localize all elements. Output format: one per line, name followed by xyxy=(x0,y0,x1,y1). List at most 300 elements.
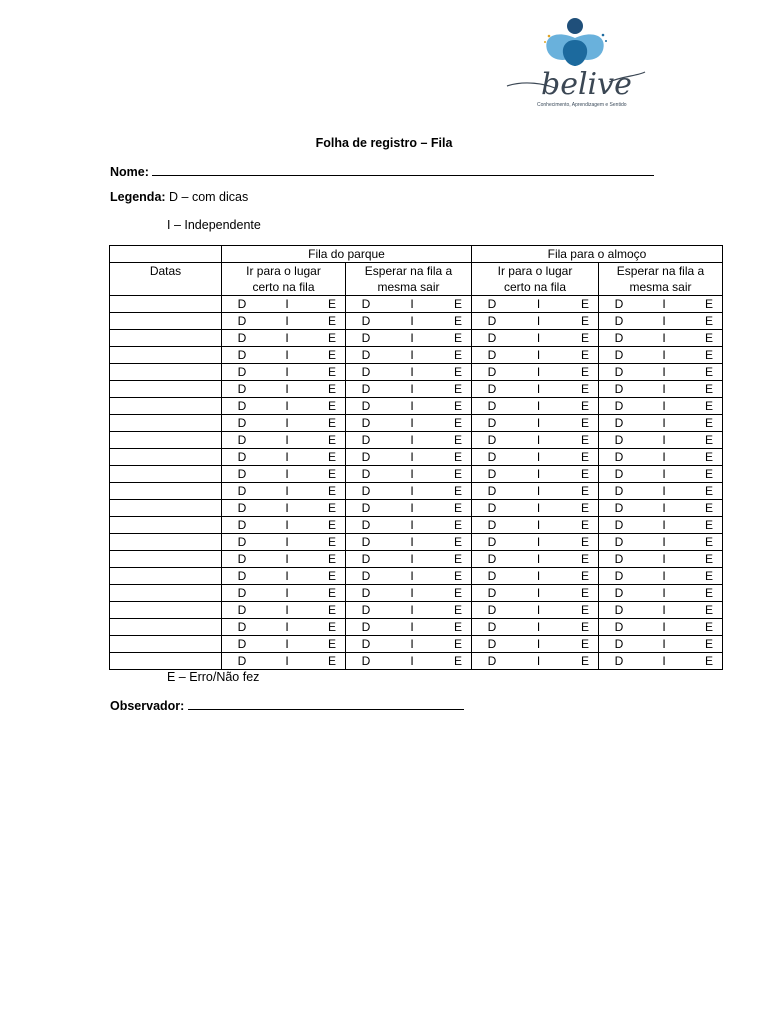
option-i[interactable]: I xyxy=(662,348,666,362)
option-i[interactable]: I xyxy=(536,416,541,430)
option-i[interactable]: I xyxy=(410,552,414,566)
option-i[interactable]: I xyxy=(536,433,541,447)
option-d[interactable]: D xyxy=(614,586,624,600)
option-d[interactable]: D xyxy=(614,314,624,328)
date-cell[interactable] xyxy=(110,330,222,347)
option-e[interactable]: E xyxy=(327,450,336,464)
option-d[interactable]: D xyxy=(614,637,624,651)
option-i[interactable]: I xyxy=(662,450,666,464)
option-i[interactable]: I xyxy=(285,484,289,498)
option-d[interactable]: D xyxy=(237,603,247,617)
date-cell[interactable] xyxy=(110,568,222,585)
option-e[interactable]: E xyxy=(704,348,713,362)
option-i[interactable]: I xyxy=(662,382,666,396)
option-e[interactable]: E xyxy=(704,484,713,498)
option-i[interactable]: I xyxy=(410,433,414,447)
option-i[interactable]: I xyxy=(536,552,541,566)
date-cell[interactable] xyxy=(110,517,222,534)
option-i[interactable]: I xyxy=(410,603,414,617)
option-d[interactable]: D xyxy=(237,433,247,447)
option-i[interactable]: I xyxy=(536,365,541,379)
option-i[interactable]: I xyxy=(536,586,541,600)
option-i[interactable]: I xyxy=(536,654,541,668)
option-i[interactable]: I xyxy=(410,484,414,498)
option-e[interactable]: E xyxy=(580,348,589,362)
option-e[interactable]: E xyxy=(704,637,713,651)
date-cell[interactable] xyxy=(110,347,222,364)
option-i[interactable]: I xyxy=(536,535,541,549)
option-d[interactable]: D xyxy=(237,416,247,430)
response-cell xyxy=(222,653,346,670)
option-e[interactable]: E xyxy=(453,382,462,396)
option-e[interactable]: E xyxy=(453,569,462,583)
option-d[interactable]: D xyxy=(614,501,624,515)
option-e[interactable]: E xyxy=(580,399,589,413)
option-i[interactable]: I xyxy=(410,297,414,311)
option-i[interactable]: I xyxy=(662,314,666,328)
date-cell[interactable] xyxy=(110,483,222,500)
option-e[interactable]: E xyxy=(704,518,713,532)
option-e[interactable]: E xyxy=(453,552,462,566)
option-e[interactable]: E xyxy=(327,620,336,634)
option-d[interactable]: D xyxy=(361,297,371,311)
option-d[interactable]: D xyxy=(487,331,497,345)
option-e[interactable]: E xyxy=(704,416,713,430)
option-d[interactable]: D xyxy=(361,399,371,413)
option-i[interactable]: I xyxy=(285,552,289,566)
option-i[interactable]: I xyxy=(285,416,289,430)
option-e[interactable]: E xyxy=(453,654,462,668)
option-i[interactable]: I xyxy=(536,603,541,617)
option-d[interactable]: D xyxy=(614,331,624,345)
option-d[interactable]: D xyxy=(361,382,371,396)
response-cell xyxy=(222,483,346,500)
option-d[interactable]: D xyxy=(487,399,497,413)
option-d[interactable]: D xyxy=(361,552,371,566)
date-cell[interactable] xyxy=(110,619,222,636)
response-cell xyxy=(346,347,472,364)
option-i[interactable]: I xyxy=(285,467,289,481)
option-d[interactable]: D xyxy=(237,501,247,515)
option-i[interactable]: I xyxy=(410,637,414,651)
option-i[interactable]: I xyxy=(285,399,289,413)
option-i[interactable]: I xyxy=(285,535,289,549)
option-e[interactable]: E xyxy=(453,637,462,651)
option-i[interactable]: I xyxy=(410,416,414,430)
nome-line[interactable] xyxy=(152,163,654,176)
option-d[interactable]: D xyxy=(614,450,624,464)
option-i[interactable]: I xyxy=(536,314,541,328)
option-e[interactable]: E xyxy=(580,331,589,345)
option-i[interactable]: I xyxy=(536,382,541,396)
option-e[interactable]: E xyxy=(327,484,336,498)
option-i[interactable]: I xyxy=(285,365,289,379)
option-d[interactable]: D xyxy=(237,552,247,566)
option-i[interactable]: I xyxy=(662,552,666,566)
option-e[interactable]: E xyxy=(704,535,713,549)
date-cell[interactable] xyxy=(110,500,222,517)
option-d[interactable]: D xyxy=(487,586,497,600)
option-e[interactable]: E xyxy=(704,433,713,447)
option-i[interactable]: I xyxy=(410,535,414,549)
option-d[interactable]: D xyxy=(487,297,497,311)
option-d[interactable]: D xyxy=(487,433,497,447)
option-i[interactable]: I xyxy=(662,518,666,532)
option-i[interactable]: I xyxy=(285,569,289,583)
option-d[interactable]: D xyxy=(614,416,624,430)
option-e[interactable]: E xyxy=(580,314,589,328)
option-d[interactable]: D xyxy=(361,518,371,532)
option-d[interactable]: D xyxy=(614,399,624,413)
option-d[interactable]: D xyxy=(614,620,624,634)
option-e[interactable]: E xyxy=(327,348,336,362)
option-i[interactable]: I xyxy=(536,450,541,464)
option-e[interactable]: E xyxy=(453,501,462,515)
option-i[interactable]: I xyxy=(662,620,666,634)
option-e[interactable]: E xyxy=(704,467,713,481)
option-e[interactable]: E xyxy=(704,586,713,600)
option-d[interactable]: D xyxy=(487,450,497,464)
option-i[interactable]: I xyxy=(536,399,541,413)
option-d[interactable]: D xyxy=(361,348,371,362)
option-e[interactable]: E xyxy=(580,433,589,447)
option-i[interactable]: I xyxy=(536,620,541,634)
option-e[interactable]: E xyxy=(580,535,589,549)
date-cell[interactable] xyxy=(110,602,222,619)
option-e[interactable]: E xyxy=(327,382,336,396)
option-i[interactable]: I xyxy=(662,535,666,549)
option-i[interactable]: I xyxy=(662,501,666,515)
option-i[interactable]: I xyxy=(410,569,414,583)
option-i[interactable]: I xyxy=(536,518,541,532)
option-i[interactable]: I xyxy=(410,365,414,379)
option-d[interactable]: D xyxy=(487,569,497,583)
option-d[interactable]: D xyxy=(614,569,624,583)
option-i[interactable]: I xyxy=(285,348,289,362)
option-i[interactable]: I xyxy=(285,654,289,668)
date-cell[interactable] xyxy=(110,551,222,568)
option-i[interactable]: I xyxy=(536,484,541,498)
option-i[interactable]: I xyxy=(410,586,414,600)
option-i[interactable]: I xyxy=(662,297,666,311)
option-e[interactable]: E xyxy=(327,603,336,617)
option-i[interactable]: I xyxy=(662,399,666,413)
option-d[interactable]: D xyxy=(614,654,624,668)
option-e[interactable]: E xyxy=(453,586,462,600)
option-i[interactable]: I xyxy=(536,348,541,362)
response-cell xyxy=(472,619,599,636)
option-d[interactable]: D xyxy=(487,484,497,498)
option-d[interactable]: D xyxy=(237,620,247,634)
option-i[interactable]: I xyxy=(285,603,289,617)
option-d[interactable]: D xyxy=(361,365,371,379)
option-i[interactable]: I xyxy=(285,586,289,600)
option-d[interactable]: D xyxy=(614,603,624,617)
option-e[interactable]: E xyxy=(327,433,336,447)
option-i[interactable]: I xyxy=(410,348,414,362)
option-d[interactable]: D xyxy=(614,552,624,566)
option-i[interactable]: I xyxy=(536,297,541,311)
option-d[interactable]: D xyxy=(614,467,624,481)
option-d[interactable]: D xyxy=(487,416,497,430)
option-e[interactable]: E xyxy=(580,654,589,668)
option-i[interactable]: I xyxy=(285,518,289,532)
option-e[interactable]: E xyxy=(327,586,336,600)
table-row xyxy=(110,398,723,415)
option-e[interactable]: E xyxy=(704,501,713,515)
option-i[interactable]: I xyxy=(662,365,666,379)
date-cell[interactable] xyxy=(110,534,222,551)
option-d[interactable]: D xyxy=(361,637,371,651)
date-cell[interactable] xyxy=(110,585,222,602)
option-d[interactable]: D xyxy=(237,297,247,311)
option-d[interactable]: D xyxy=(361,433,371,447)
option-i[interactable]: I xyxy=(662,467,666,481)
response-cell xyxy=(222,466,346,483)
option-d[interactable]: D xyxy=(237,331,247,345)
option-e[interactable]: E xyxy=(704,603,713,617)
option-e[interactable]: E xyxy=(580,484,589,498)
option-e[interactable]: E xyxy=(327,331,336,345)
option-i[interactable]: I xyxy=(410,399,414,413)
option-d[interactable]: D xyxy=(361,535,371,549)
option-d[interactable]: D xyxy=(361,314,371,328)
option-e[interactable]: E xyxy=(453,518,462,532)
option-d[interactable]: D xyxy=(487,637,497,651)
option-d[interactable]: D xyxy=(361,654,371,668)
option-i[interactable]: I xyxy=(285,433,289,447)
option-e[interactable]: E xyxy=(327,552,336,566)
option-d[interactable]: D xyxy=(361,501,371,515)
option-e[interactable]: E xyxy=(580,416,589,430)
option-i[interactable]: I xyxy=(662,484,666,498)
option-i[interactable]: I xyxy=(410,467,414,481)
option-i[interactable]: I xyxy=(410,450,414,464)
option-i[interactable]: I xyxy=(410,382,414,396)
option-d[interactable]: D xyxy=(237,399,247,413)
date-cell[interactable] xyxy=(110,381,222,398)
option-i[interactable]: I xyxy=(662,331,666,345)
option-e[interactable]: E xyxy=(327,654,336,668)
option-e[interactable]: E xyxy=(453,484,462,498)
option-d[interactable]: D xyxy=(487,382,497,396)
option-e[interactable]: E xyxy=(580,518,589,532)
option-d[interactable]: D xyxy=(487,552,497,566)
option-d[interactable]: D xyxy=(237,535,247,549)
option-d[interactable]: D xyxy=(487,467,497,481)
option-i[interactable]: I xyxy=(662,654,666,668)
option-e[interactable]: E xyxy=(580,501,589,515)
date-cell[interactable] xyxy=(110,415,222,432)
option-d[interactable]: D xyxy=(237,569,247,583)
option-d[interactable]: D xyxy=(361,620,371,634)
option-i[interactable]: I xyxy=(285,297,289,311)
option-i[interactable]: I xyxy=(536,331,541,345)
option-e[interactable]: E xyxy=(327,518,336,532)
response-cell xyxy=(222,432,346,449)
option-d[interactable]: D xyxy=(361,331,371,345)
date-cell[interactable] xyxy=(110,449,222,466)
option-e[interactable]: E xyxy=(580,365,589,379)
option-d[interactable]: D xyxy=(614,433,624,447)
option-e[interactable]: E xyxy=(327,399,336,413)
option-d[interactable]: D xyxy=(237,484,247,498)
option-e[interactable]: E xyxy=(327,365,336,379)
option-e[interactable]: E xyxy=(327,297,336,311)
date-cell[interactable] xyxy=(110,636,222,653)
option-d[interactable]: D xyxy=(361,569,371,583)
date-cell[interactable] xyxy=(110,398,222,415)
option-e[interactable]: E xyxy=(704,654,713,668)
option-d[interactable]: D xyxy=(487,365,497,379)
option-i[interactable]: I xyxy=(662,586,666,600)
option-i[interactable]: I xyxy=(662,416,666,430)
option-d[interactable]: D xyxy=(487,535,497,549)
date-cell[interactable] xyxy=(110,313,222,330)
option-e[interactable]: E xyxy=(327,535,336,549)
option-e[interactable]: E xyxy=(453,433,462,447)
option-i[interactable]: I xyxy=(285,382,289,396)
option-i[interactable]: I xyxy=(536,501,541,515)
option-d[interactable]: D xyxy=(237,518,247,532)
option-e[interactable]: E xyxy=(453,314,462,328)
option-d[interactable]: D xyxy=(361,484,371,498)
option-e[interactable]: E xyxy=(580,603,589,617)
option-e[interactable]: E xyxy=(704,569,713,583)
option-d[interactable]: D xyxy=(361,586,371,600)
option-d[interactable]: D xyxy=(614,535,624,549)
date-cell[interactable] xyxy=(110,432,222,449)
option-d[interactable]: D xyxy=(614,348,624,362)
option-i[interactable]: I xyxy=(536,569,541,583)
option-d[interactable]: D xyxy=(361,450,371,464)
option-e[interactable]: E xyxy=(453,467,462,481)
option-d[interactable]: D xyxy=(487,654,497,668)
option-i[interactable]: I xyxy=(410,314,414,328)
option-e[interactable]: E xyxy=(453,535,462,549)
option-i[interactable]: I xyxy=(410,654,414,668)
option-e[interactable]: E xyxy=(453,620,462,634)
option-i[interactable]: I xyxy=(410,518,414,532)
option-d[interactable]: D xyxy=(237,365,247,379)
option-e[interactable]: E xyxy=(327,314,336,328)
option-d[interactable]: D xyxy=(237,348,247,362)
response-cell xyxy=(346,381,472,398)
option-e[interactable]: E xyxy=(704,314,713,328)
option-i[interactable]: I xyxy=(410,620,414,634)
option-e[interactable]: E xyxy=(327,501,336,515)
option-e[interactable]: E xyxy=(580,382,589,396)
option-e[interactable]: E xyxy=(704,297,713,311)
option-e[interactable]: E xyxy=(580,637,589,651)
option-i[interactable]: I xyxy=(285,501,289,515)
option-d[interactable]: D xyxy=(237,637,247,651)
option-d[interactable]: D xyxy=(237,586,247,600)
option-e[interactable]: E xyxy=(580,586,589,600)
option-e[interactable]: E xyxy=(327,569,336,583)
option-d[interactable]: D xyxy=(614,518,624,532)
option-i[interactable]: I xyxy=(285,620,289,634)
option-e[interactable]: E xyxy=(704,365,713,379)
option-e[interactable]: E xyxy=(580,620,589,634)
option-e[interactable]: E xyxy=(704,620,713,634)
option-d[interactable]: D xyxy=(237,382,247,396)
option-d[interactable]: D xyxy=(614,297,624,311)
option-e[interactable]: E xyxy=(704,399,713,413)
option-e[interactable]: E xyxy=(453,348,462,362)
option-i[interactable]: I xyxy=(662,433,666,447)
date-cell[interactable] xyxy=(110,653,222,670)
option-d[interactable]: D xyxy=(237,654,247,668)
option-e[interactable]: E xyxy=(580,569,589,583)
option-d[interactable]: D xyxy=(487,518,497,532)
option-i[interactable]: I xyxy=(285,637,289,651)
option-d[interactable]: D xyxy=(487,603,497,617)
date-cell[interactable] xyxy=(110,296,222,313)
option-i[interactable]: I xyxy=(536,467,541,481)
option-e[interactable]: E xyxy=(580,552,589,566)
option-e[interactable]: E xyxy=(580,450,589,464)
option-i[interactable]: I xyxy=(662,637,666,651)
option-i[interactable]: I xyxy=(662,603,666,617)
option-d[interactable]: D xyxy=(237,467,247,481)
option-d[interactable]: D xyxy=(487,348,497,362)
option-e[interactable]: E xyxy=(704,331,713,345)
option-i[interactable]: I xyxy=(410,501,414,515)
option-i[interactable]: I xyxy=(662,569,666,583)
option-d[interactable]: D xyxy=(487,620,497,634)
option-d[interactable]: D xyxy=(237,314,247,328)
option-i[interactable]: I xyxy=(285,331,289,345)
option-e[interactable]: E xyxy=(453,416,462,430)
option-e[interactable]: E xyxy=(580,297,589,311)
option-i[interactable]: I xyxy=(410,331,414,345)
option-e[interactable]: E xyxy=(327,467,336,481)
response-cell xyxy=(472,551,599,568)
option-d[interactable]: D xyxy=(614,365,624,379)
option-d[interactable]: D xyxy=(237,450,247,464)
option-e[interactable]: E xyxy=(453,331,462,345)
option-e[interactable]: E xyxy=(453,297,462,311)
option-i[interactable]: I xyxy=(285,314,289,328)
option-d[interactable]: D xyxy=(487,501,497,515)
option-e[interactable]: E xyxy=(704,450,713,464)
option-d[interactable]: D xyxy=(361,603,371,617)
date-cell[interactable] xyxy=(110,364,222,381)
response-cell xyxy=(346,313,472,330)
option-e[interactable]: E xyxy=(453,399,462,413)
option-d[interactable]: D xyxy=(487,314,497,328)
option-e[interactable]: E xyxy=(453,365,462,379)
option-i[interactable]: I xyxy=(536,637,541,651)
option-e[interactable]: E xyxy=(453,450,462,464)
option-e[interactable]: E xyxy=(704,382,713,396)
option-d[interactable]: D xyxy=(614,382,624,396)
option-d[interactable]: D xyxy=(361,467,371,481)
observador-line[interactable] xyxy=(188,697,464,710)
response-cell xyxy=(472,381,599,398)
option-e[interactable]: E xyxy=(327,637,336,651)
option-e[interactable]: E xyxy=(580,467,589,481)
option-i[interactable]: I xyxy=(285,450,289,464)
option-d[interactable]: D xyxy=(361,416,371,430)
response-cell xyxy=(346,330,472,347)
option-e[interactable]: E xyxy=(453,603,462,617)
option-e[interactable]: E xyxy=(327,416,336,430)
date-cell[interactable] xyxy=(110,466,222,483)
option-e[interactable]: E xyxy=(704,552,713,566)
option-d[interactable]: D xyxy=(614,484,624,498)
